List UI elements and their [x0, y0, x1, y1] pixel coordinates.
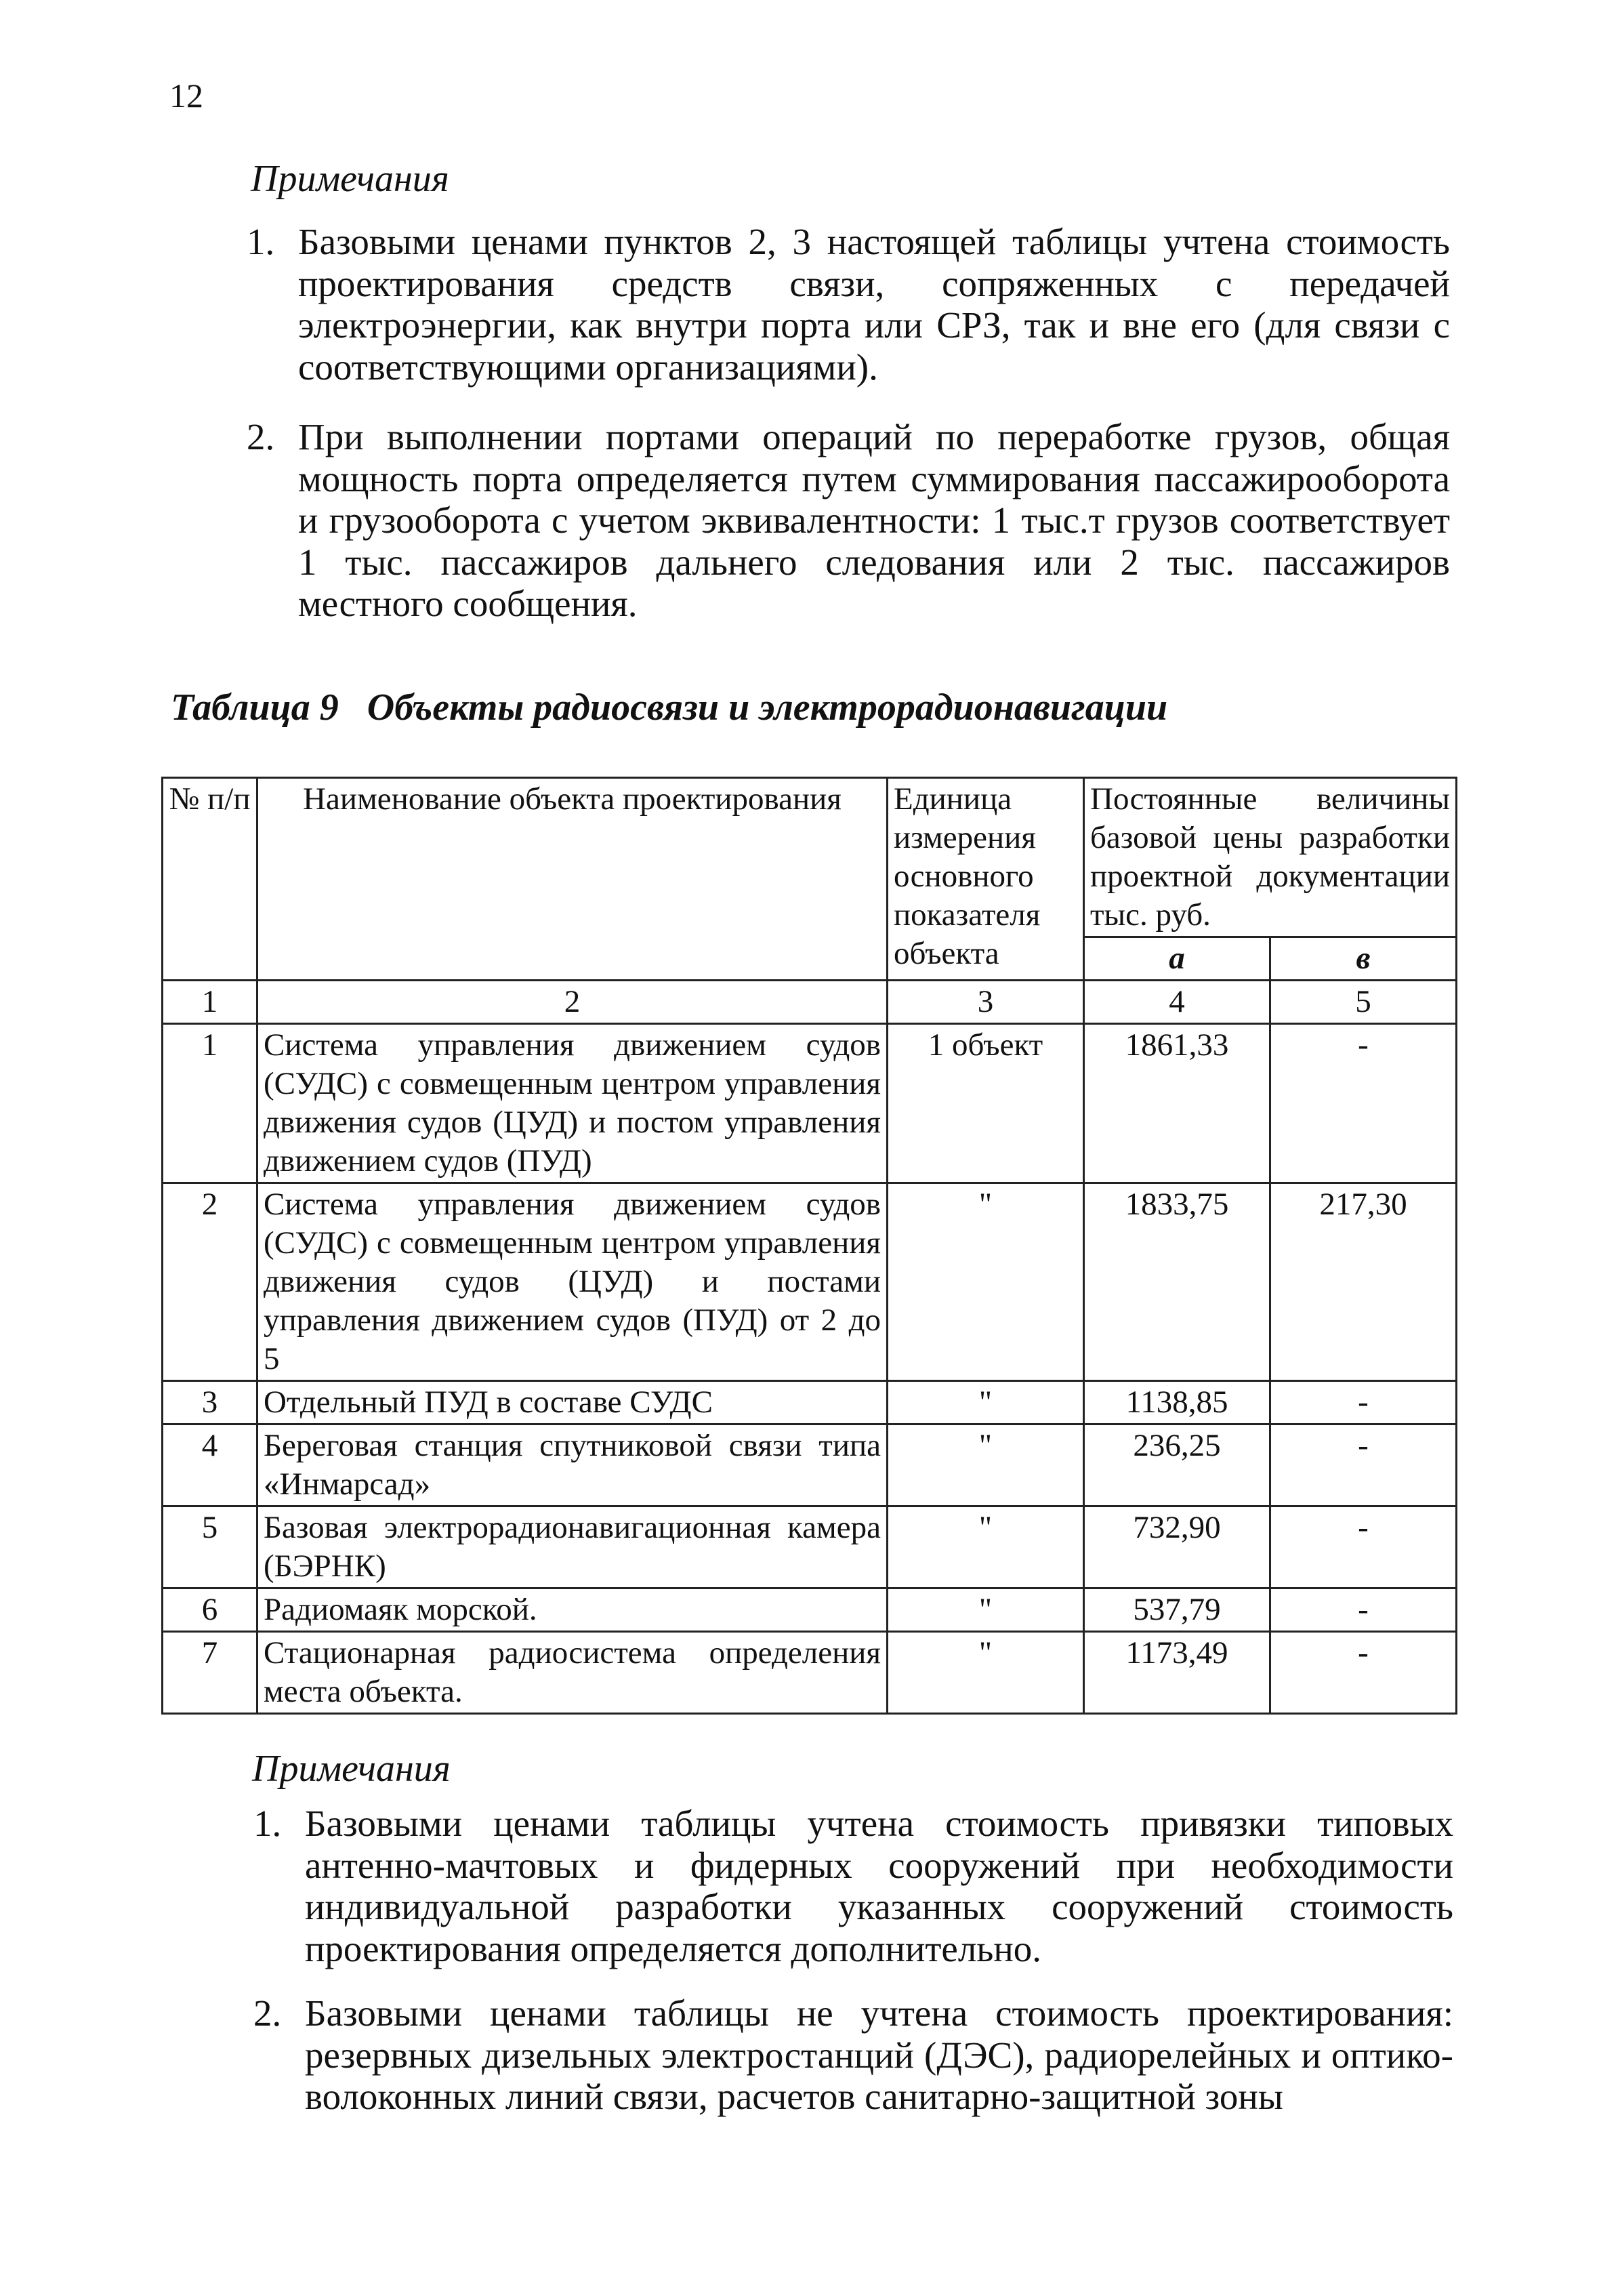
- header-name: Наименование объекта проектирования: [257, 778, 888, 981]
- header-sub-b: в: [1270, 937, 1457, 981]
- header-const: Постоянные величины базовой цены разработки проектной документации тыс. руб.: [1084, 778, 1457, 937]
- row-name: Радиомаяк морской.: [257, 1588, 888, 1632]
- header-num: № п/п: [163, 778, 257, 981]
- row-num: 7: [163, 1632, 257, 1714]
- note-number: 2.: [253, 1992, 282, 2034]
- table-title-text: Объекты радиосвязи и электрорадионавигации: [367, 686, 1168, 729]
- row-value-b: -: [1270, 1024, 1457, 1183]
- note-number: 2.: [247, 416, 275, 457]
- objects-table: [161, 777, 1457, 1715]
- row-value-a: 1173,49: [1084, 1632, 1270, 1714]
- column-number: 3: [888, 981, 1084, 1024]
- row-value-b: -: [1270, 1381, 1457, 1424]
- row-num: 2: [163, 1183, 257, 1381]
- row-value-a: 1138,85: [1084, 1381, 1270, 1424]
- row-name: Базовая электрорадионавигационная камера (БЭРНК): [257, 1506, 888, 1588]
- row-num: 1: [163, 1024, 257, 1183]
- row-name: Система управления движением судов (СУДС) с совмещенным центром управления движения судов (ЦУД) и постами управления движением судов (ПУД) от 2 до 5: [257, 1183, 888, 1381]
- note-top-2: [247, 416, 1450, 625]
- row-unit: 1 объект: [888, 1024, 1084, 1183]
- header-row: [163, 778, 1457, 937]
- column-number: 1: [163, 981, 257, 1024]
- row-value-b: -: [1270, 1506, 1457, 1588]
- row-value-b: -: [1270, 1424, 1457, 1506]
- page-number: 12: [169, 77, 203, 115]
- note-bottom-2: [253, 1992, 1453, 2118]
- note-number: 1.: [247, 221, 275, 262]
- row-value-a: 236,25: [1084, 1424, 1270, 1506]
- column-number: 4: [1084, 981, 1270, 1024]
- note-bottom-1: [253, 1803, 1453, 1969]
- column-number: 2: [257, 981, 888, 1024]
- notes-title-top: Примечания: [251, 158, 449, 200]
- row-value-a: 1861,33: [1084, 1024, 1270, 1183]
- notes-title-bottom: Примечания: [252, 1748, 451, 1790]
- note-text: При выполнении портами операций по переработке грузов, общая мощность порта определяется путем суммирования пассажирооборота и грузооборота с учетом эквивалентности: 1 тыс.т грузов соответствует 1 тыс. пассажиров дальнего следования или 2 тыс. пассажиров местного сообщения.: [298, 416, 1450, 624]
- note-text: Базовыми ценами таблицы не учтена стоимость проектирования: резервных дизельных электростанций (ДЭС), радиорелейных и оптико-волоконных линий связи, расчетов санитарно-защитной зоны: [305, 1992, 1453, 2117]
- table-row: [163, 1424, 1457, 1506]
- row-name: Стационарная радиосистема определения места объекта.: [257, 1632, 888, 1714]
- row-unit: ": [888, 1183, 1084, 1381]
- table-row: [163, 1632, 1457, 1714]
- row-name: Отдельный ПУД в составе СУДС: [257, 1381, 888, 1424]
- row-value-b: -: [1270, 1632, 1457, 1714]
- row-unit: ": [888, 1632, 1084, 1714]
- row-num: 4: [163, 1424, 257, 1506]
- table-row: [163, 1183, 1457, 1381]
- row-num: 3: [163, 1381, 257, 1424]
- row-unit: ": [888, 1424, 1084, 1506]
- header-sub-a: а: [1084, 937, 1270, 981]
- row-value-b: -: [1270, 1588, 1457, 1632]
- column-numbers-row: [163, 981, 1457, 1024]
- row-unit: ": [888, 1506, 1084, 1588]
- table-row: [163, 1381, 1457, 1424]
- table-title: [171, 686, 1167, 729]
- note-text: Базовыми ценами пунктов 2, 3 настоящей таблицы учтена стоимость проектирования средств связи, сопряженных с передачей электроэнергии, как внутри порта или СРЗ, так и вне его (для связи с соответствующими организациями).: [298, 221, 1450, 388]
- row-unit: ": [888, 1381, 1084, 1424]
- row-value-a: 732,90: [1084, 1506, 1270, 1588]
- row-name: Береговая станция спутниковой связи типа «Инмарсад»: [257, 1424, 888, 1506]
- table-title-label: Таблица 9: [171, 686, 339, 729]
- note-text: Базовыми ценами таблицы учтена стоимость привязки типовых антенно-мачтовых и фидерных сооружений при необходимости индивидуальной разработки указанных сооружений стоимость проектирования определяется дополнительно.: [305, 1803, 1453, 1969]
- row-unit: ": [888, 1588, 1084, 1632]
- row-num: 5: [163, 1506, 257, 1588]
- header-unit: Единица измерения основного показателя объекта: [888, 778, 1084, 981]
- row-value-a: 1833,75: [1084, 1183, 1270, 1381]
- note-number: 1.: [253, 1803, 282, 1844]
- table-row: [163, 1024, 1457, 1183]
- table-row: [163, 1506, 1457, 1588]
- row-value-a: 537,79: [1084, 1588, 1270, 1632]
- column-number: 5: [1270, 981, 1457, 1024]
- table-row: [163, 1588, 1457, 1632]
- row-num: 6: [163, 1588, 257, 1632]
- row-name: Система управления движением судов (СУДС) с совмещенным центром управления движения судов (ЦУД) и постом управления движением судов (ПУД): [257, 1024, 888, 1183]
- row-value-b: 217,30: [1270, 1183, 1457, 1381]
- note-top-1: [247, 221, 1450, 388]
